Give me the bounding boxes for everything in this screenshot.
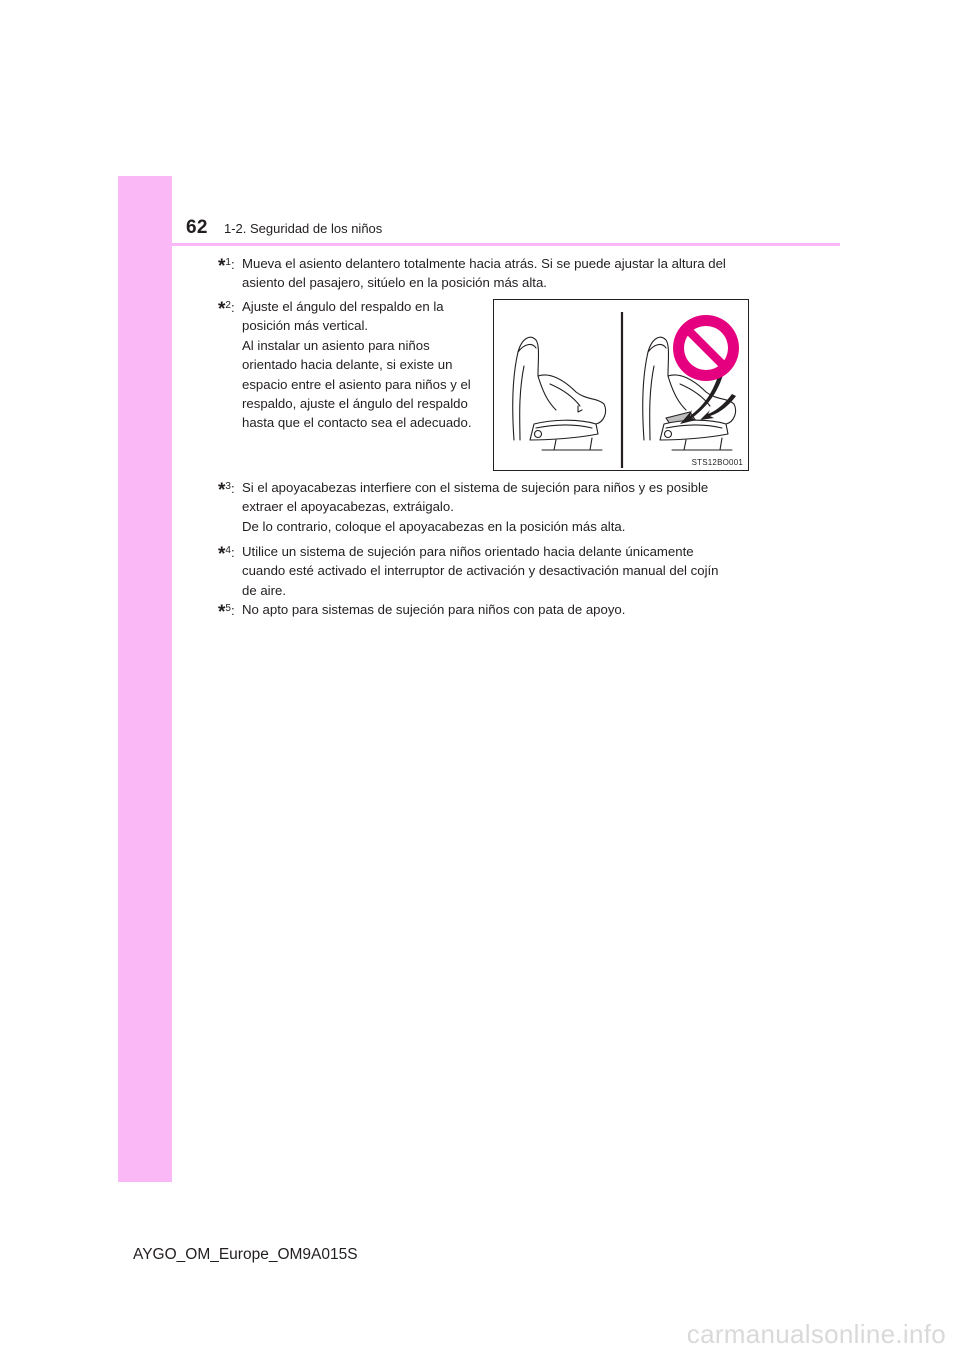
footnote-5 (218, 600, 744, 623)
footnote-text: Si el apoyacabezas interfiere con el sistema de sujeción para niños y es posible extraer el apoyacabezas, extráigalo. De lo contrario, coloque el apoyacabezas en la posición más alta. (242, 480, 709, 534)
section-sidebar-tab (118, 176, 172, 1182)
footnote-marker: *$^3$: (218, 480, 235, 501)
footnote-4 (218, 542, 744, 600)
figure-code: STS12BO001 (691, 458, 743, 467)
document-code: AYGO_OM_Europe_OM9A015S (133, 1246, 358, 1263)
seat-correct-drawing (513, 337, 606, 450)
footnote-text: Ajuste el ángulo del respaldo en la posición más vertical. Al instalar un asiento para niños orientado hacia delante, si existe un espacio entre el asiento para niños y el respaldo, ajuste el ángulo del respaldo hasta que el contacto sea el adecuado. (242, 299, 472, 431)
prohibition-icon (673, 315, 739, 381)
footnote-marker: *$^4$: (218, 544, 235, 565)
footnote-2 (218, 297, 481, 433)
footnote-3 (218, 478, 744, 536)
header-divider (118, 243, 840, 246)
footnote-text: No apto para sistemas de sujeción para niños con pata de apoyo. (242, 602, 626, 617)
section-title: 1-2. Seguridad de los niños (224, 221, 383, 236)
footnote-text: Utilice un sistema de sujeción para niños orientado hacia delante únicamente cuando esté activado el interruptor de activación y desactivación manual del cojín de aire. (242, 544, 719, 598)
seat-illustration (493, 299, 749, 471)
footnote-marker: *$^5$: (218, 602, 235, 623)
seat-illustration-graphic (494, 300, 750, 472)
footnote-text: Mueva el asiento delantero totalmente hacia atrás. Si se puede ajustar la altura del asiento del pasajero, sitúelo en la posición más alta. (242, 256, 726, 291)
page-number: 62 (186, 217, 208, 238)
footnote-marker: *$^1$: (218, 256, 235, 277)
watermark[interactable]: carmanualsonline.info (686, 1319, 946, 1349)
footnote-marker: *$^2$: (218, 299, 235, 320)
footnote-1 (218, 254, 744, 293)
